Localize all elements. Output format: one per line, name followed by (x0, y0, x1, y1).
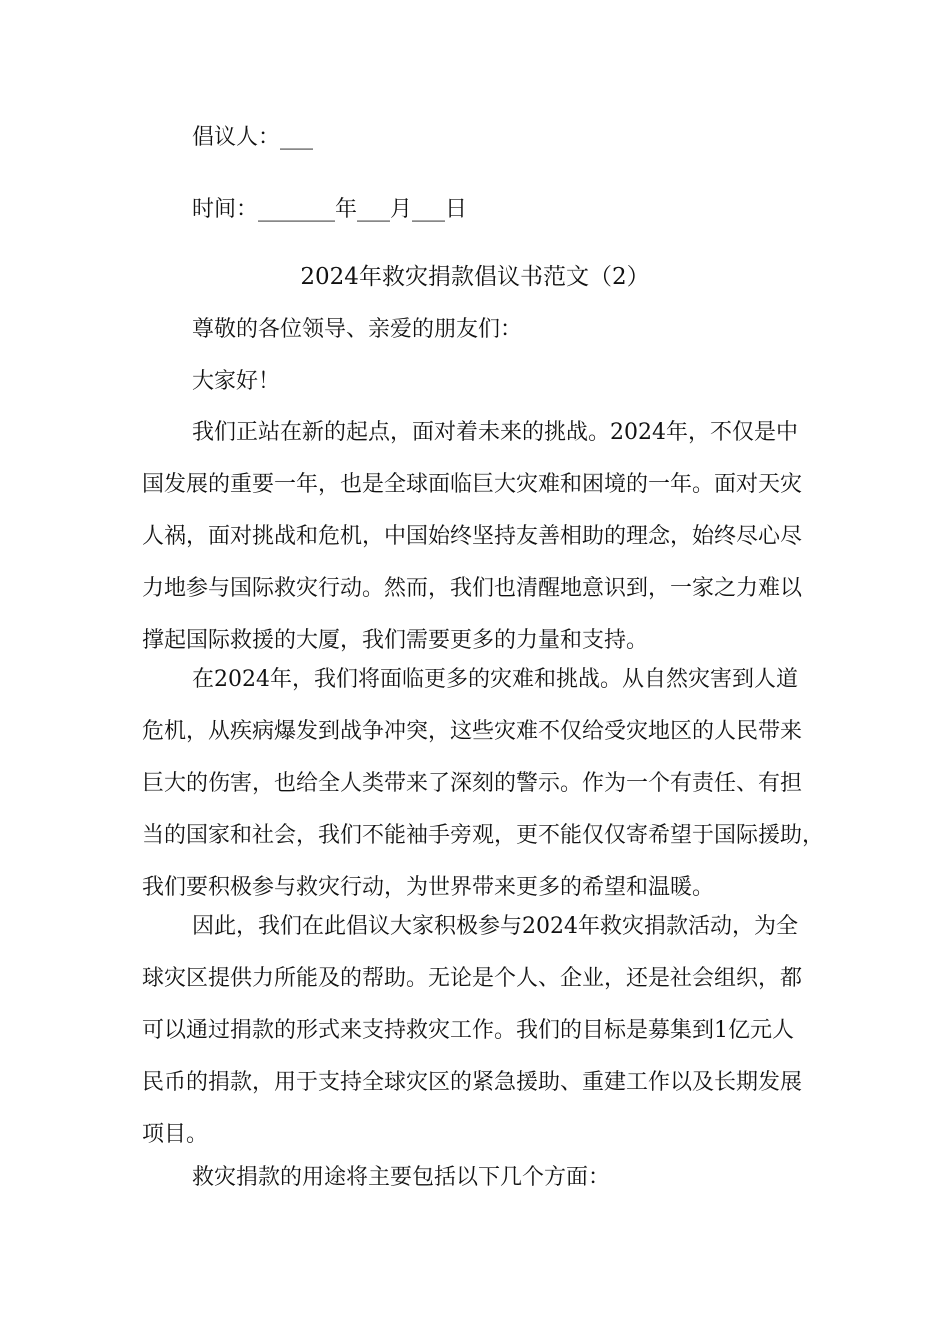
closing-line: 救灾捐款的用途将主要包括以下几个方面： (192, 1165, 611, 1190)
paragraph-line: 因此，我们在此倡议大家积极参与2024年救灾捐款活动，为全 (192, 914, 798, 939)
paragraph-line: 力地参与国际救灾行动。然而，我们也清醒地意识到，一家之力难以 (142, 576, 803, 601)
paragraph-line: 在2024年，我们将面临更多的灾难和挑战。从自然灾害到人道 (192, 667, 798, 692)
date-line: 时间：_______年___月___日 (192, 197, 468, 222)
paragraph-line: 危机，从疾病爆发到战争冲突，这些灾难不仅给受灾地区的人民带来 (142, 719, 803, 744)
paragraph-2 (142, 654, 825, 914)
paragraph-line: 撑起国际救援的大厦，我们需要更多的力量和支持。 (142, 628, 649, 653)
paragraph-line: 民币的捐款，用于支持全球灾区的紧急援助、重建工作以及长期发展 (142, 1070, 803, 1095)
paragraph-line: 当的国家和社会，我们不能袖手旁观，更不能仅仅寄希望于国际援助， (142, 823, 825, 848)
paragraph-line: 可以通过捐款的形式来支持救灾工作。我们的目标是募集到1亿元人 (142, 1018, 794, 1043)
paragraph-line: 我们正站在新的起点，面对着未来的挑战。2024年，不仅是中 (192, 420, 798, 445)
paragraph-line: 项目。 (142, 1122, 209, 1147)
proposer-line: 倡议人：___ (192, 125, 314, 150)
paragraph-line: 球灾区提供力所能及的帮助。无论是个人、企业，还是社会组织，都 (142, 966, 803, 991)
paragraph-line: 我们要积极参与救灾行动，为世界带来更多的希望和温暖。 (142, 875, 715, 900)
paragraph-line: 国发展的重要一年，也是全球面临巨大灾难和困境的一年。面对天灾 (142, 472, 803, 497)
salutation: 尊敬的各位领导、亲爱的朋友们： (192, 317, 523, 342)
paragraph-1 (142, 407, 812, 667)
paragraph-line: 人祸，面对挑战和危机，中国始终坚持友善相助的理念，始终尽心尽 (142, 524, 803, 549)
greeting: 大家好！ (192, 369, 281, 394)
paragraph-3 (142, 901, 812, 1161)
document-title: 2024年救灾捐款倡议书范文（2） (300, 264, 650, 290)
paragraph-line: 巨大的伤害，也给全人类带来了深刻的警示。作为一个有责任、有担 (142, 771, 803, 796)
